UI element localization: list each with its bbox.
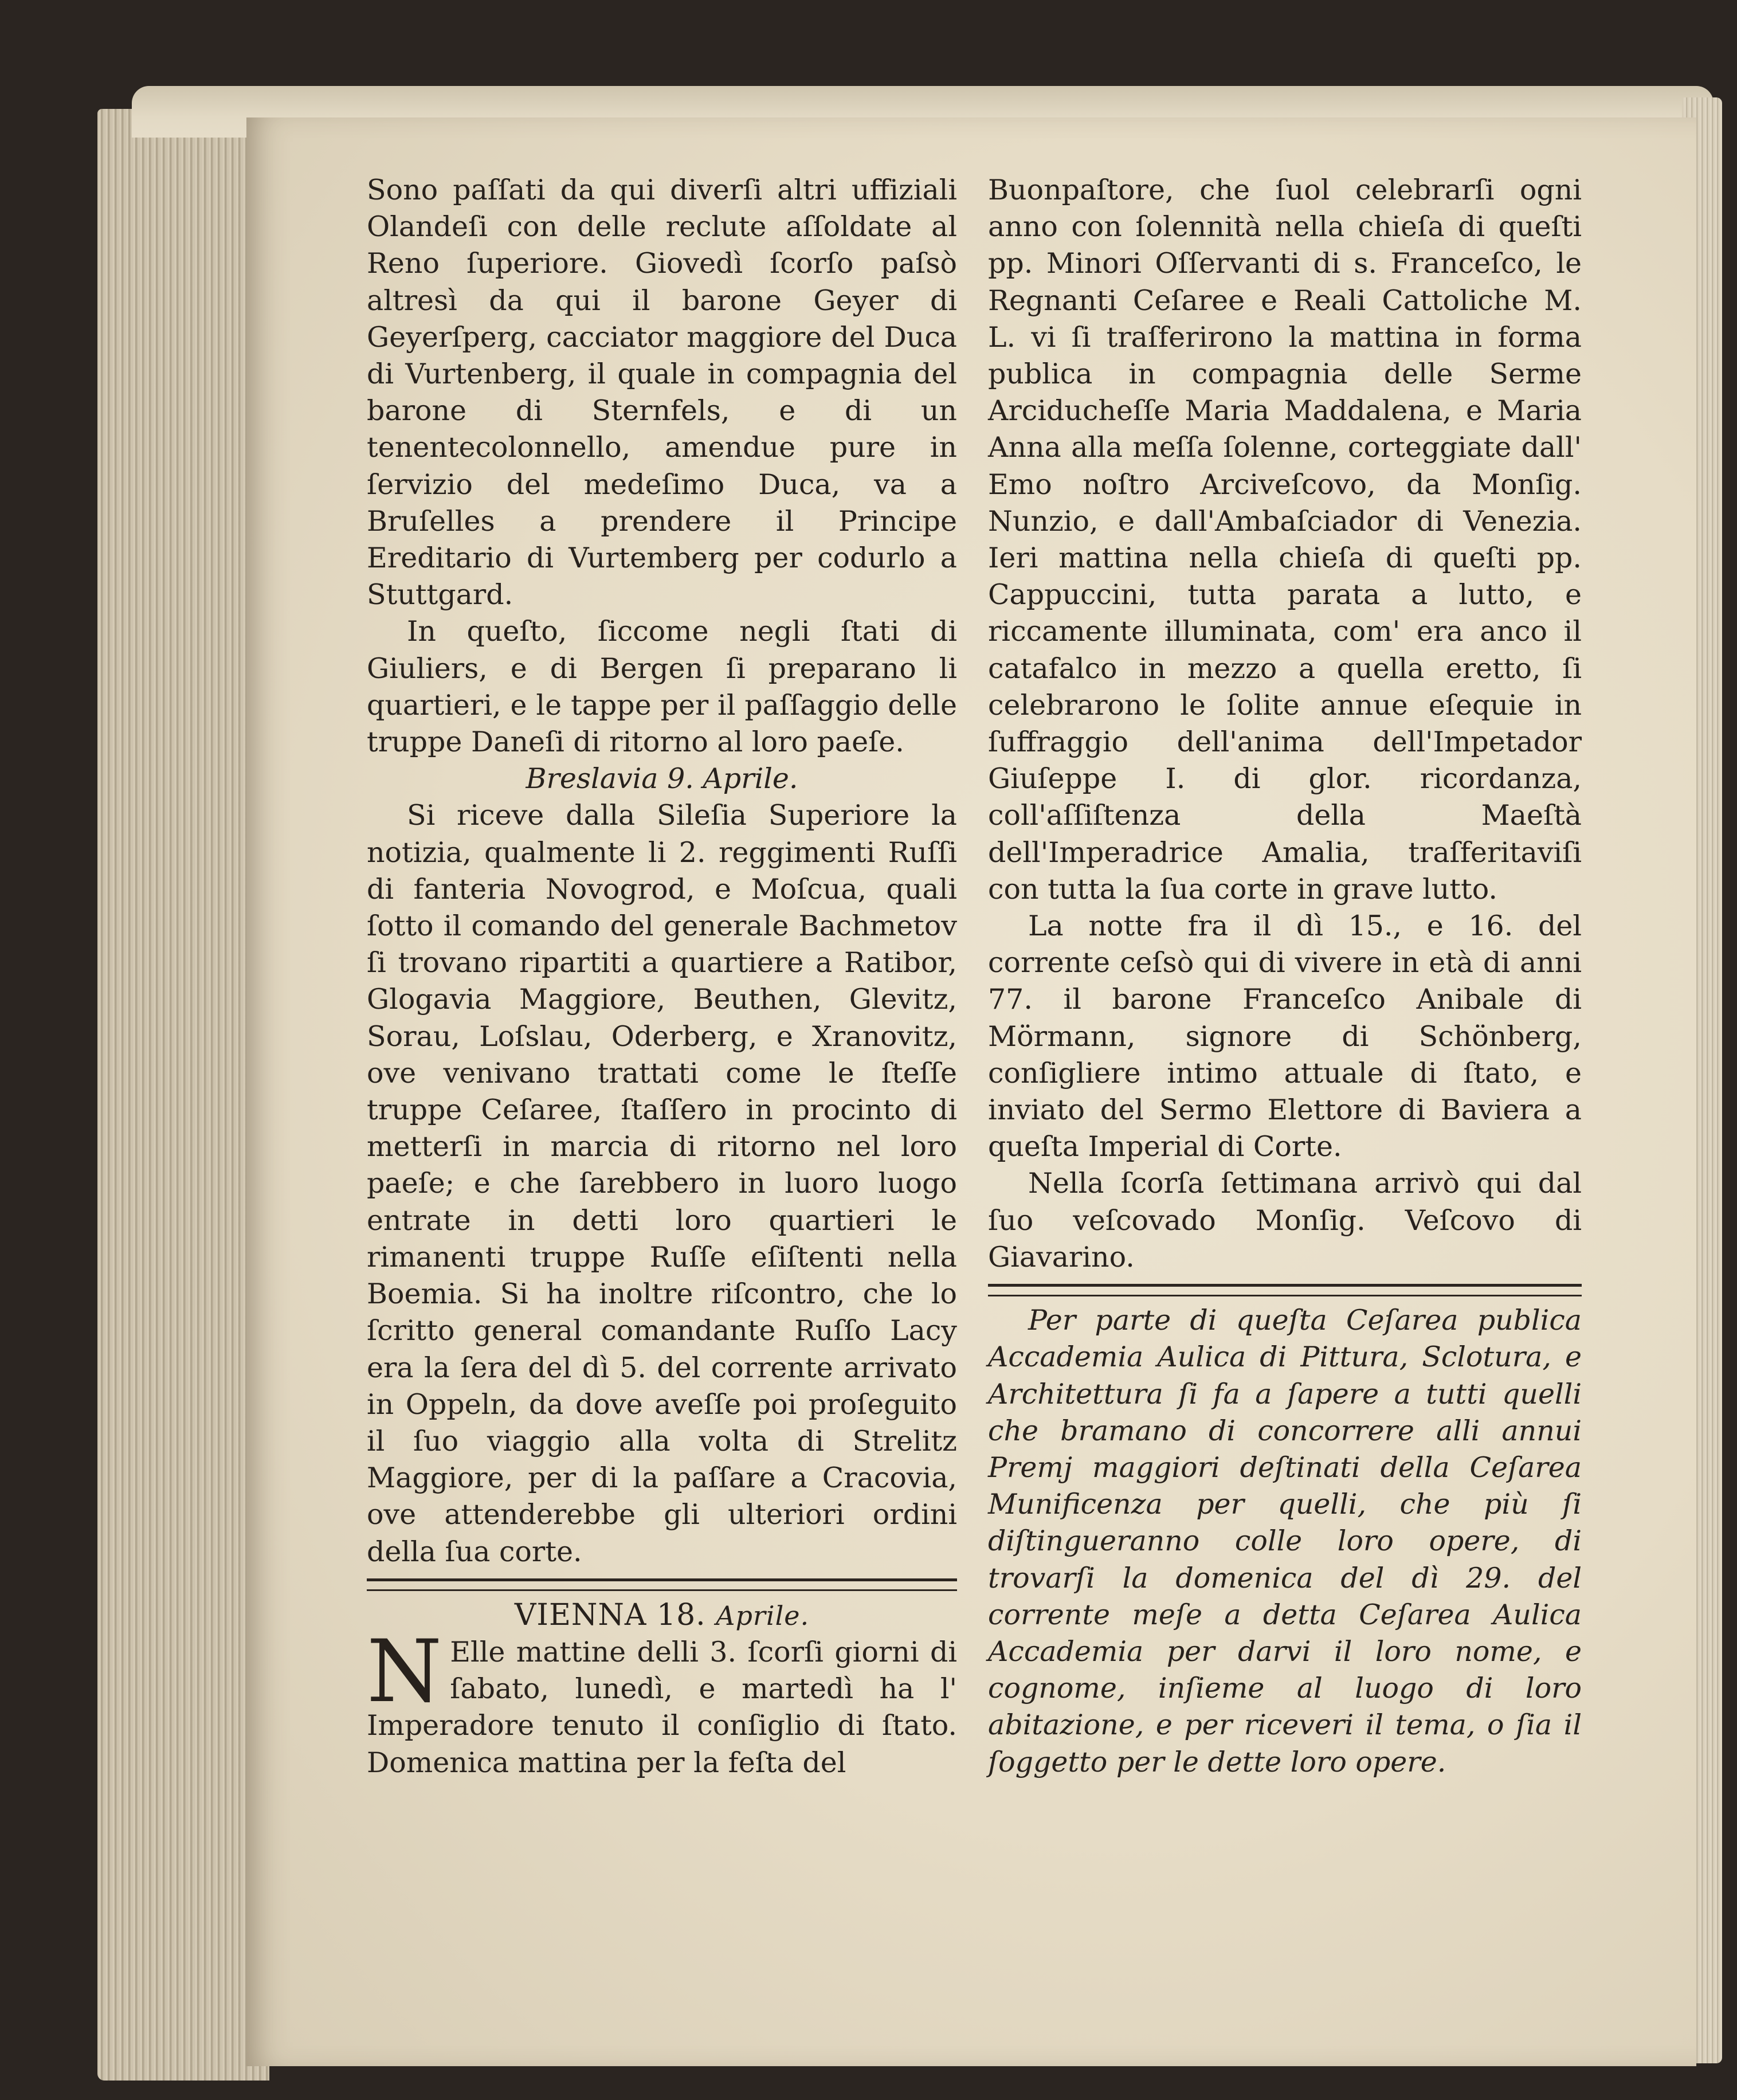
page-stack-edges (97, 109, 269, 2081)
section-divider (367, 1578, 957, 1591)
paragraph-silesia: Si riceve dalla Sileſia Superiore la notizia, qualmente li 2. reggimenti Ruſſi di fanteria Novogrod, e Moſcua, quali ſotto il comando del generale Bachmetov ſi trovano ripartiti a quartiere a Ratibor, Glogavia Maggiore, Beuthen, Glevitz, Sorau, Loſslau, Oderberg, e Xranovitz, ove venivano trattati come le ſteſſe truppe Ceſaree, ſtaſſero in procinto di metterſi in marcia di ritorno nel loro paeſe; e che ſarebbero in luoro luogo entrate in detti loro quartieri le rimanenti truppe Ruſſe eſiſtenti nella Boemia. Si ha inoltre riſcontro, che lo ſcritto general comandante Ruſſo Lacy era la ſera del dì 5. del corrente arrivato in Oppeln, da dove aveſſe poi proſeguito il ſuo viaggio alla volta di Strelitz Maggiore, per di la paſſare a Cracovia, ove attenderebbe gli ulteriori ordini della ſua corte. (367, 799, 957, 1568)
heading-month: Aprile. (716, 1600, 810, 1631)
academy-notice: Per parte di queſta Ceſarea publica Accademia Aulica di Pittura, Sclotura, e Architettura ſi fa a ſapere a tutti quelli che bramano di concorrere alli annui Premj maggiori deſtinati della Ceſarea Munificenza per quelli, che più ſi diſtingueranno colle loro opere, di trovarſi la domenica del dì 29. del corrente meſe a detta Ceſarea Aulica Accademia per darvi il loro nome, e cognome, inſieme al luogo di loro abitazione, e per riceveri il tema, o ſia il ſoggetto per le dette loro opere. (988, 1304, 1582, 1778)
notice-divider (988, 1284, 1582, 1296)
heading-vienna (367, 1597, 957, 1634)
paragraph-officers: Sono paſſati da qui diverſi altri uffiziali Olandeſi con delle reclute aſſoldate al Reno ſuperiore. Giovedì ſcorſo paſsò altresì da qui il barone Geyer di Geyerſperg, cacciator maggiore del Duca di Vurtenberg, il quale in compagnia del barone di Sternfels, e di un tenentecolonnello, amendue pure in ſervizio del medeſimo Duca, va a Bruſelles a prendere il Principe Ereditario di Vurtemberg per codurlo a Stuttgard. (367, 174, 957, 612)
right-column (988, 172, 1582, 1781)
paragraph-quarters: In queſto, ſiccome negli ſtati di Giuliers, e di Bergen ſi preparano li quartieri, e le tappe per il paſſaggio delle truppe Daneſi di ritorno al loro paeſe. (367, 615, 957, 759)
paragraph-buonpastore: Buonpaſtore, che ſuol celebrarſi ogni anno con ſolennità nella chieſa di queſti pp. Minori Oſſervanti di s. Franceſco, le Regnanti Ceſaree e Reali Cattoliche M. L. vi ſi traſferirono la mattina in forma publica in compagnia delle Serme Arciducheſſe Maria Maddalena, e Maria Anna alla meſſa ſolenne, corteggiate dall' Emo noſtro Arciveſcovo, da Monſig. Nunzio, e dall'Ambaſciador di Venezia. Ieri mattina nella chieſa di queſti pp. Cappuccini, tutta parata a lutto, e riccamente illuminata, com' era anco il catafalco in mezzo a quella eretto, ſi celebrarono le ſolite annue eſequie in ſuffraggio dell'anima dell'Impetador Giuſeppe I. di glor. ricordanza, coll'aſſiſtenza della Maeſtà dell'Imperadrice Amalia, traſferitaviſi con tutta la ſua corte in grave lutto. (988, 174, 1582, 906)
drop-capital: N (367, 1621, 442, 1722)
paragraph-emperor (367, 1621, 957, 1781)
dateline-breslavia: Breslavia 9. Aprile. (526, 762, 798, 796)
heading-city: VIENNA 18. (514, 1597, 706, 1632)
paragraph-giavarino: Nella ſcorſa ſettimana arrivò qui dal ſuo veſcovado Monſig. Veſcovo di Giavarino. (988, 1167, 1582, 1274)
paragraph-emperor-text: Elle mattine delli 3. ſcorſi giorni di ſabato, lunedì, e martedì ha l' Imperadore tenuto il conſiglio di ſtato. Domenica mattina per la feſta del (367, 1635, 957, 1779)
paragraph-mormann: La notte fra il dì 15., e 16. del corrente ceſsò qui di vivere in età di anni 77. il barone Franceſco Anibale di Mörmann, signore di Schönberg, conſigliere intimo attuale di ſtato, e inviato del Sermo Elettore di Baviera a queſta Imperial di Corte. (988, 910, 1582, 1163)
left-column (367, 172, 957, 1781)
